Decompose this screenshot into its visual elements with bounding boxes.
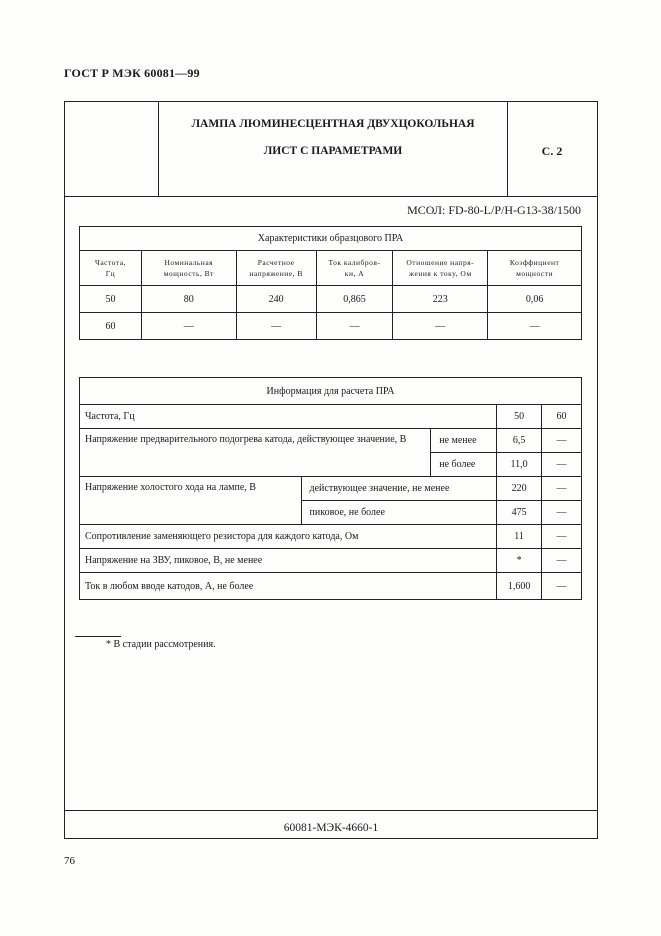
table-cell: действующее значение, не менее [301, 477, 497, 501]
table-row [80, 477, 582, 501]
table-row [80, 549, 582, 573]
mcol-designation: МСОЛ: FD-80-L/P/H-G13-38/1500 [407, 203, 581, 217]
table-cell: 6,5 [497, 429, 542, 453]
table-cell: Напряжение на ЗВУ, пиковое, В, не менее [80, 549, 497, 573]
table-cell: * [497, 549, 542, 573]
table-cell: 240 [236, 286, 316, 313]
reference-ballast-table [79, 226, 582, 340]
table-cell: 1,600 [497, 573, 542, 600]
table-cell: 11 [497, 525, 542, 549]
document-code: ГОСТ Р МЭК 60081—99 [64, 66, 200, 80]
table-cell: — [141, 313, 236, 340]
table-cell: — [542, 573, 582, 600]
header-cell: Коэффициент мощности [488, 251, 582, 286]
table-cell: не менее [431, 429, 497, 453]
table-cell: 0,06 [488, 286, 582, 313]
reference-ballast-caption: Характеристики образцового ПРА [80, 227, 582, 251]
table-cell: не более [431, 453, 497, 477]
ballast-calc-table [79, 377, 582, 600]
table-cell: Сопротивление заменяющего резистора для каждого катода, Ом [80, 525, 497, 549]
header-cell: Отношение напря- жения к току, Ом [393, 251, 488, 286]
table-cell: 475 [497, 501, 542, 525]
table-cell: пиковое, не более [301, 501, 497, 525]
table-cell: 60 [80, 313, 142, 340]
preheat-label: Напряжение предварительного подогрева катода, действующее значение, В [80, 429, 431, 477]
table-cell: 223 [393, 286, 488, 313]
page-frame [64, 101, 598, 839]
table-cell: — [542, 549, 582, 573]
table-cell: 60 [542, 405, 582, 429]
table-cell: 50 [497, 405, 542, 429]
table-row [80, 573, 582, 600]
frequency-label: Частота, Гц [80, 405, 497, 429]
header-cell: Номинальная мощность, Вт [141, 251, 236, 286]
table-cell: — [542, 477, 582, 501]
table-cell: 0,865 [316, 286, 393, 313]
footnote-divider [75, 636, 121, 637]
table-cell: — [542, 453, 582, 477]
table-cell: 50 [80, 286, 142, 313]
table-row [80, 313, 582, 340]
table-cell: — [542, 525, 582, 549]
table-row [80, 405, 582, 429]
page-number: 76 [64, 855, 75, 867]
table-cell: 11,0 [497, 453, 542, 477]
table-row [80, 525, 582, 549]
header-cell: Частота, Гц [80, 251, 142, 286]
header-cell: Расчетное напряжение, В [236, 251, 316, 286]
table-header-row [80, 251, 582, 286]
table-cell: — [542, 501, 582, 525]
footnote: * В стадии рассмотрения. [106, 639, 216, 650]
table-cell: 80 [141, 286, 236, 313]
table-cell: — [316, 313, 393, 340]
header-title-line1: ЛАМПА ЛЮМИНЕСЦЕНТНАЯ ДВУХЦОКОЛЬНАЯ [191, 118, 475, 130]
ballast-calc-caption: Информация для расчета ПРА [80, 378, 582, 405]
header-title-line2: ЛИСТ С ПАРАМЕТРАМИ [263, 145, 403, 157]
header-cell: Ток калибров- ки, А [316, 251, 393, 286]
table-cell: — [488, 313, 582, 340]
sheet-page-label: С. 2 [541, 144, 563, 158]
table-cell: — [542, 429, 582, 453]
table-cell: — [393, 313, 488, 340]
sheet-header [65, 102, 597, 197]
sheet-footer [65, 810, 597, 839]
sheet-footer-code: 60081-МЭК-4660-1 [283, 822, 379, 834]
table-cell: — [236, 313, 316, 340]
table-cell: 220 [497, 477, 542, 501]
header-title-block [158, 102, 508, 196]
ocv-label: Напряжение холостого хода на лампе, В [80, 477, 302, 525]
table-row [80, 429, 582, 453]
table-row [80, 286, 582, 313]
table-cell: Ток в любом вводе катодов, А, не более [80, 573, 497, 600]
